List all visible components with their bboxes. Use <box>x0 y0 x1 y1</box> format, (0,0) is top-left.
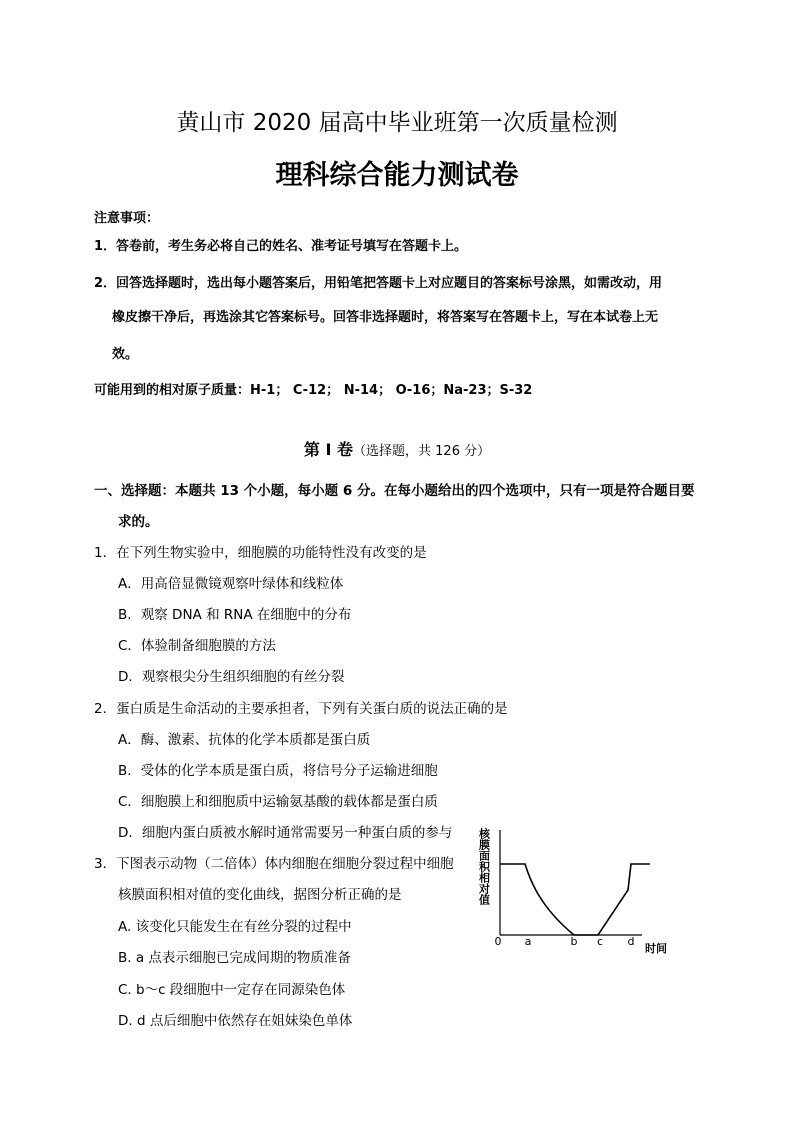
question-2-option-c: C．细胞膜上和细胞质中运输氨基酸的载体都是蛋白质 <box>118 794 438 810</box>
question-3-stem-line-1: 3．下图表示动物（二倍体）体内细胞在细胞分裂过程中细胞 <box>94 856 454 872</box>
notice-item-1: 1．答卷前，考生务必将自己的姓名、准考证号填写在答题卡上。 <box>94 239 468 254</box>
question-3-option-b: B. a 点表示细胞已完成间期的物质准备 <box>118 950 351 966</box>
notice-item-2-line-3: 效。 <box>112 347 139 362</box>
exam-subtitle: 理科综合能力测试卷 <box>275 160 519 191</box>
figure-xlabel: 时间 <box>645 942 667 955</box>
section-1-note: （选择题，共 126 分） <box>353 444 491 459</box>
nuclear-membrane-figure <box>470 822 680 958</box>
question-2-stem: 2．蛋白质是生命活动的主要承担者，下列有关蛋白质的说法正确的是 <box>94 701 508 717</box>
question-3-option-c: C. b～c 段细胞中一定存在同源染色体 <box>118 982 346 998</box>
figure-x-label-a: a <box>524 935 532 948</box>
question-1-option-a: A．用高倍显微镜观察叶绿体和线粒体 <box>118 576 344 592</box>
question-1-option-b: B．观察 DNA 和 RNA 在细胞中的分布 <box>118 607 352 623</box>
section-1-label: 第 I 卷 <box>303 440 354 459</box>
figure-curve <box>500 864 650 935</box>
notice-heading: 注意事项： <box>94 211 160 226</box>
question-1-stem: 1．在下列生物实验中，细胞膜的功能特性没有改变的是 <box>94 545 427 561</box>
figure-x-label-c: c <box>596 935 604 948</box>
question-2-option-d: D．细胞内蛋白质被水解时通常需要另一种蛋白质的参与 <box>118 825 453 841</box>
question-3-stem-line-2: 核膜面积相对值的变化曲线，据图分析正确的是 <box>118 887 402 903</box>
figure-ylabel: 核膜面积相对值 <box>477 828 491 905</box>
exam-title: 黄山市 2020 届高中毕业班第一次质量检测 <box>176 110 618 136</box>
question-3-option-d: D. d 点后细胞中依然存在姐妹染色单体 <box>118 1013 353 1029</box>
question-1-option-d: D．观察根尖分生组织细胞的有丝分裂 <box>118 669 345 685</box>
atomic-masses: 可能用到的相对原子质量：H-1； C-12； N-14； O-16；Na-23；S-32 <box>94 383 533 398</box>
notice-item-2-line-1: 2．回答选择题时，选出每小题答案后，用铅笔把答题卡上对应题目的答案标号涂黑，如需改动，用 <box>94 276 663 291</box>
section-1-title <box>0 437 794 460</box>
figure-x-label-b: b <box>570 935 578 948</box>
section-1-instruction-line-1: 一、选择题：本题共 13 个小题，每小题 6 分。在每小题给出的四个选项中，只有一项是符合题目要 <box>94 483 695 499</box>
figure-x-label-0: 0 <box>494 935 502 948</box>
section-1-instruction-line-2: 求的。 <box>118 514 159 530</box>
question-3-option-a: A. 该变化只能发生在有丝分裂的过程中 <box>118 919 352 935</box>
question-2-option-a: A．酶、激素、抗体的化学本质都是蛋白质 <box>118 732 371 748</box>
figure-x-label-d: d <box>627 935 635 948</box>
question-2-option-b: B．受体的化学本质是蛋白质，将信号分子运输进细胞 <box>118 763 438 779</box>
question-1-option-c: C．体验制备细胞膜的方法 <box>118 638 276 654</box>
notice-item-2-line-2: 橡皮擦干净后，再选涂其它答案标号。回答非选择题时，将答案写在答题卡上，写在本试卷上无 <box>112 310 659 325</box>
